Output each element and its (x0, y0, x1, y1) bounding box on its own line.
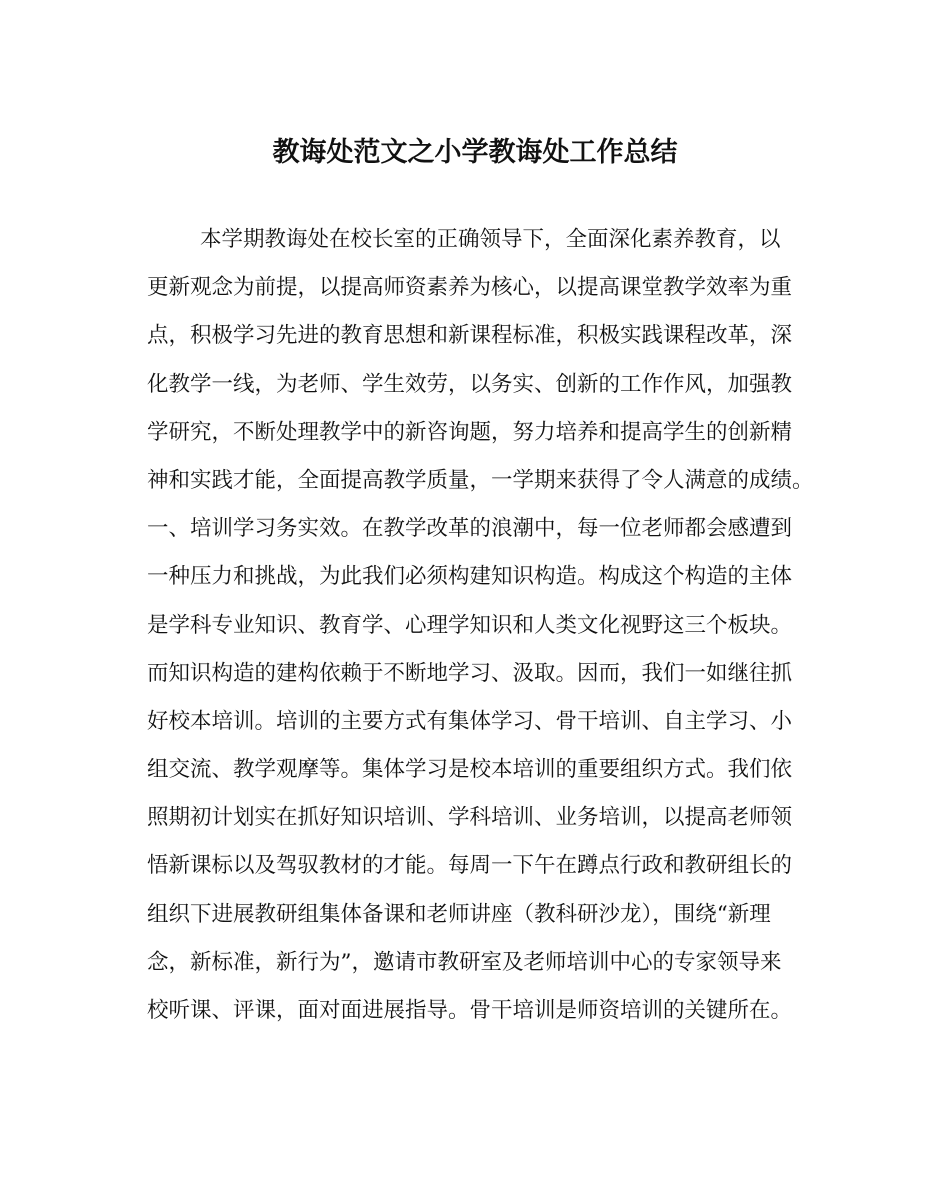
paragraph-line: 悟新课标以及驾驭教材的才能。每周一下午在蹲点行政和教研组长的 (147, 853, 793, 879)
paragraph-line: 点，积极学习先进的教育思想和新课程标准，积极实践课程改革，深 (147, 323, 793, 349)
paragraph-line: 念，新标准，新行为”，邀请市教研室及老师培训中心的专家领导来 (147, 949, 782, 975)
paragraph-line: 一、培训学习务实效。在教学改革的浪潮中，每一位老师都会感遭到 (147, 516, 793, 542)
paragraph-line: 神和实践才能，全面提高教学质量，一学期来获得了令人满意的成绩。 (147, 467, 814, 493)
document-title: 教诲处范文之小学教诲处工作总结 (272, 137, 678, 168)
paragraph-line: 校听课、评课，面对面进展指导。骨干培训是师资培训的关键所在。 (147, 998, 793, 1023)
paragraph-line: 本学期教诲处在校长室的正确领导下，全面深化素养教育，以 (200, 227, 781, 252)
paragraph-line: 组交流、教学观摩等。集体学习是校本培训的重要组织方式。我们依 (147, 757, 793, 783)
paragraph-line: 组织下进展教研组集体备课和老师讲座（教科研沙龙），围绕“新理 (147, 901, 771, 927)
document-body (147, 216, 837, 1035)
paragraph-line: 好校本培训。培训的主要方式有集体学习、骨干培训、自主学习、小 (147, 708, 793, 734)
paragraph-line: 一种压力和挑战，为此我们必须构建知识构造。构成这个构造的主体 (147, 564, 793, 590)
paragraph-line: 学研究，不断处理教学中的新咨询题，努力培养和提高学生的创新精 (147, 419, 793, 445)
paragraph-line: 而知识构造的建构依赖于不断地学习、汲取。因而，我们一如继往抓 (147, 660, 793, 686)
paragraph-line: 更新观念为前提，以提高师资素养为核心，以提高课堂教学效率为重 (147, 275, 793, 301)
paragraph-line: 照期初计划实在抓好知识培训、学科培训、业务培训，以提高老师领 (147, 805, 793, 831)
paragraph-line: 化教学一线，为老师、学生效劳，以务实、创新的工作作风，加强教 (147, 371, 793, 397)
paragraph-line: 是学科专业知识、教育学、心理学知识和人类文化视野这三个板块。 (147, 612, 793, 638)
